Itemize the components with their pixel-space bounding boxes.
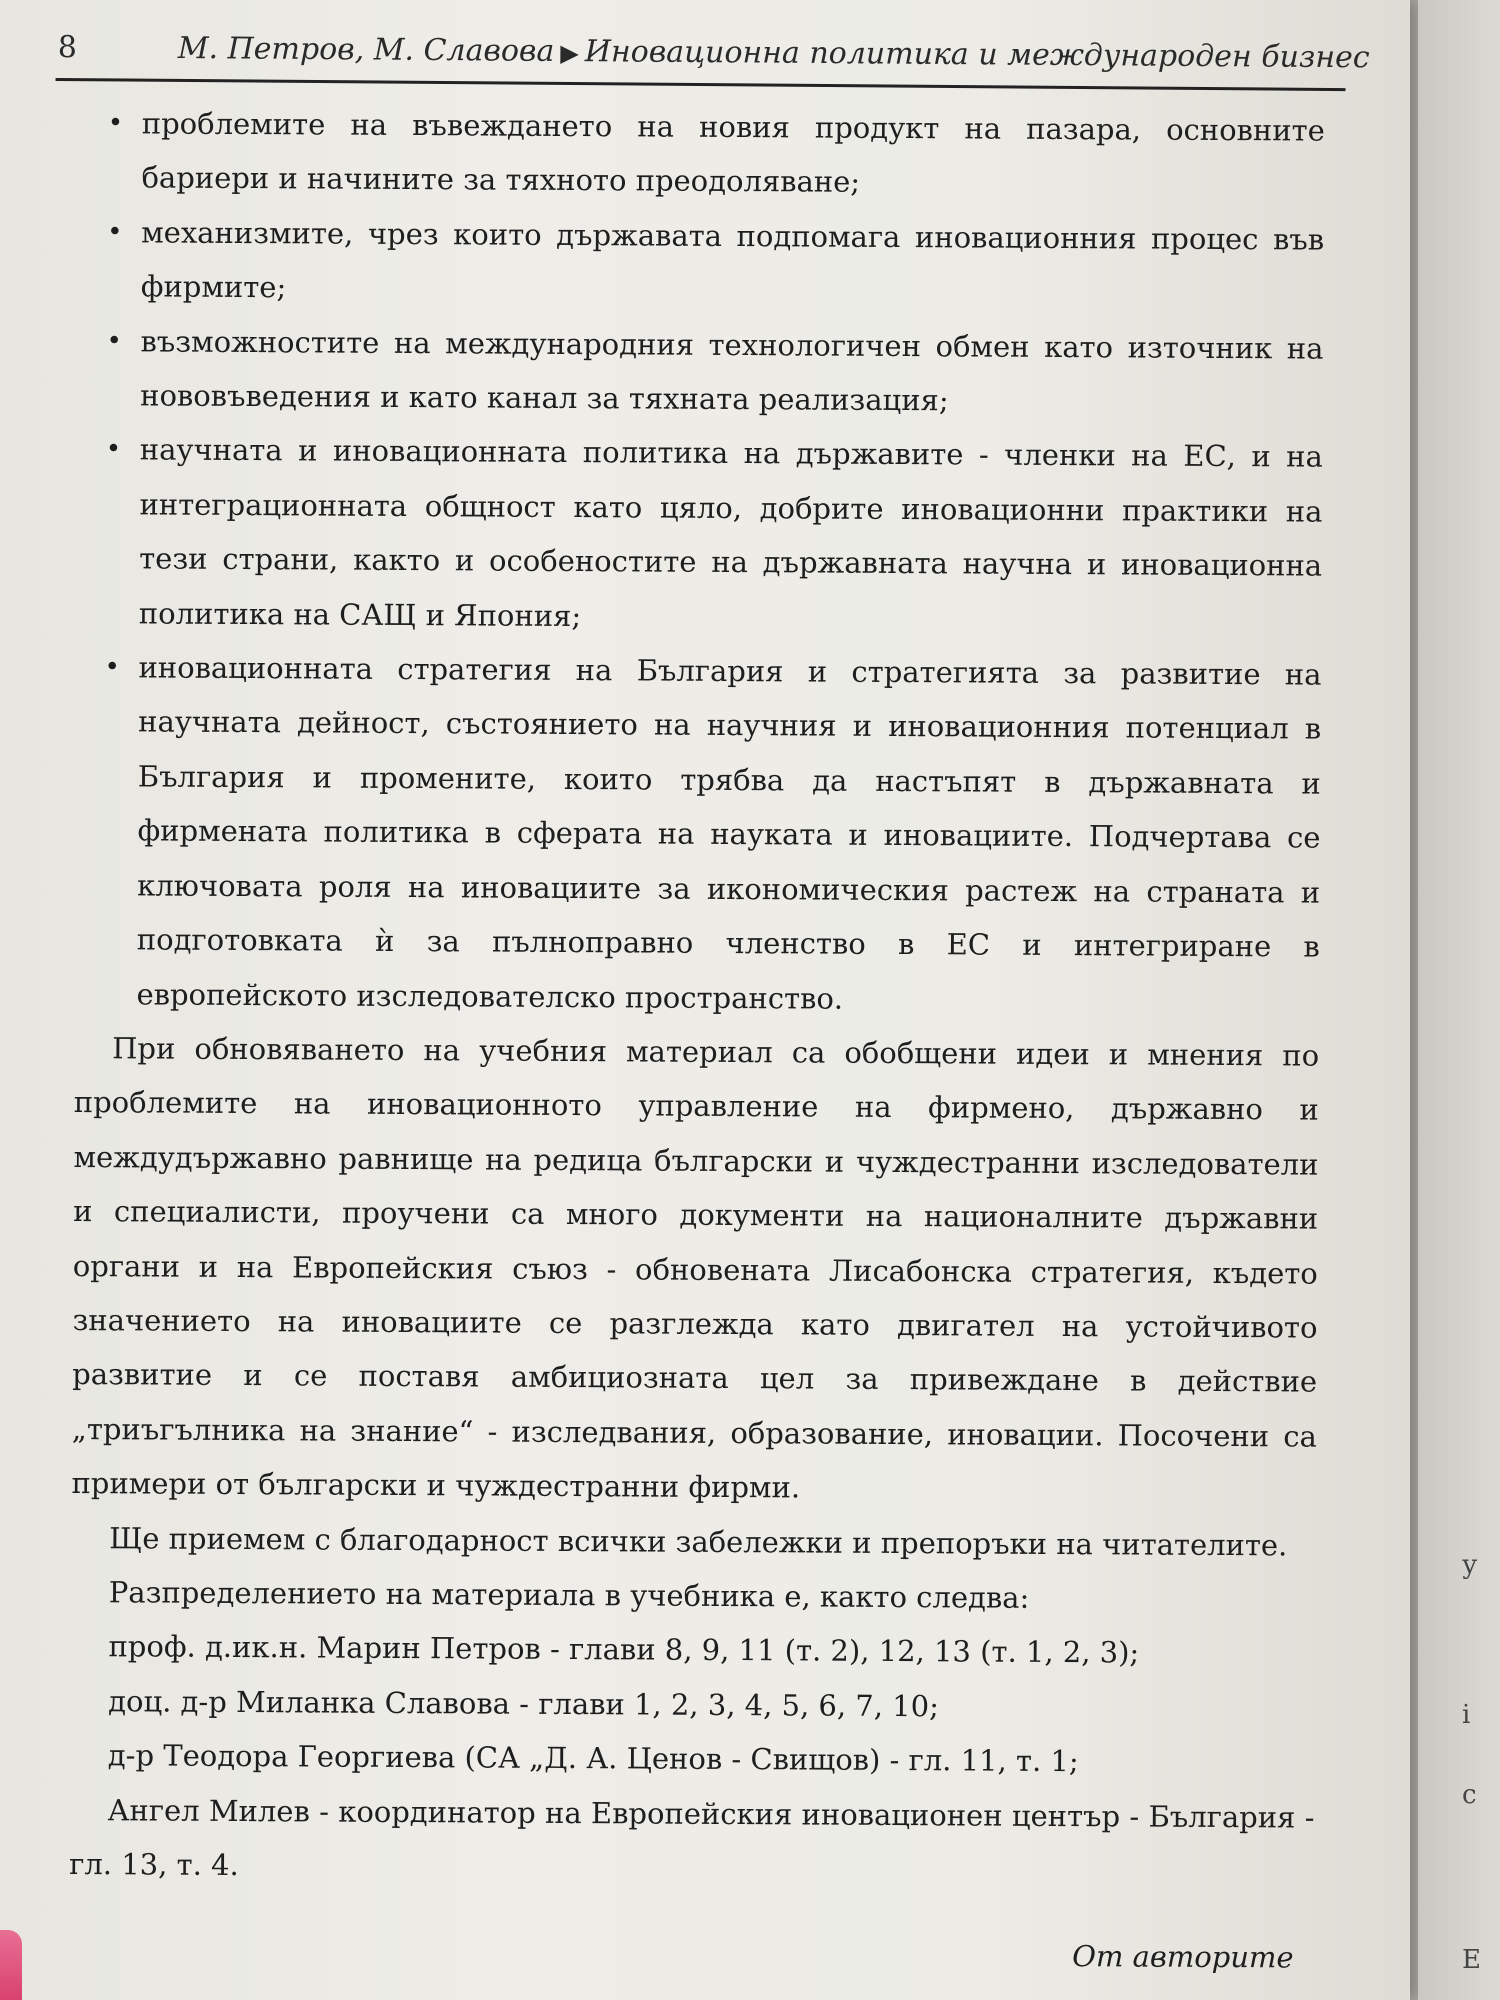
- author-contribution: доц. д-р Миланка Славова - глави 1, 2, 3, 4, 5, 6, 7, 10;: [108, 1683, 940, 1724]
- page-number: 8: [57, 29, 78, 66]
- signature: От авторите: [1072, 1939, 1294, 1975]
- bullet-text: иновационната стратегия на България и стратегията за развитие на научната дейност, състоянието на научния и иновационния потенциал в България и промените, които трябва да настъпят в държавната и фирмената политика в сферата на науката и иновациите. Подчертава се ключовата роля на иновациите за икономическия растеж на страната и подготовката ѝ за пълноправно членство в ЕС и интегриране в европейското изследователско пространство.: [136, 650, 1322, 1016]
- bullet-icon: •: [105, 434, 122, 465]
- update-paragraph: При обновяването на учебния материал са обобщени идеи и мнения по проблемите на иновационното управление на фирмено, държавно и междудържавно равнище на редица български и чуждестранни изследователи и специалисти, проучени са много документи на националните държавни органи и на Европейския съюз - обновената Лисабонска стратегия, където значението на иновациите се разглежда като двигател на устойчивото развитие и се поставя амбициозната цел за привеждане в действие „триъгълника на знание“ - изследвания, образование, иновации. Посочени са примери от български и чуждестранни фирми.: [71, 1031, 1320, 1505]
- bullet-text: научната и иновационната политика на държавите - членки на ЕС, и на интеграционната общност като цяло, добрите иновационни практики на тези страни, както и особеностите на държавната научна и иновационна политика на САЩ и Япония;: [138, 432, 1323, 633]
- bullet-icon: •: [106, 325, 122, 356]
- triangle-arrow-icon: ▶: [560, 38, 579, 68]
- bullet-text: проблемите на въвеждането на новия продукт на пазара, основните бариери и начините за тяхното преодоляване;: [141, 106, 1325, 200]
- bullet-text: механизмите, чрез които държавата подпомага иновационния процес във фирмите;: [140, 215, 1325, 305]
- running-head: [178, 31, 1370, 75]
- edge-letter: с: [1462, 1780, 1477, 1810]
- bullet-icon: •: [104, 652, 120, 683]
- list-item: [79, 205, 1325, 321]
- page-header: [57, 22, 1370, 92]
- list-item: [78, 314, 1324, 430]
- author-contribution: д-р Теодора Георгиева (СА „Д. А. Ценов - Свищов) - гл. 11, т. 1;: [107, 1738, 1079, 1779]
- page-body: [69, 96, 1325, 1985]
- author-contribution: проф. д.ик.н. Марин Петров - глави 8, 9, 11 (т. 2), 12, 13 (т. 1, 2, 3);: [108, 1629, 1140, 1670]
- thanks-paragraph: Ще приемем с благодарност всички забележки и препоръки на читателите.: [109, 1520, 1288, 1562]
- bullet-text: възможностите на международния технологичен обмен като източник на нововъведения и като канал за тяхната реализация;: [140, 323, 1324, 418]
- bullet-list: [74, 96, 1325, 1028]
- next-page-edge: [1418, 0, 1500, 2000]
- header-book-title: Иновационна политика и международен бизнес: [584, 34, 1370, 76]
- edge-letter: і: [1462, 1700, 1471, 1730]
- list-item: [79, 96, 1325, 212]
- pink-bookmark: [0, 1930, 22, 2000]
- edge-letter: у: [1462, 1550, 1478, 1580]
- distribution-intro: Разпределението на материала в учебника е, както следва:: [108, 1575, 1030, 1615]
- bullet-icon: •: [107, 108, 124, 139]
- author-contribution: Ангел Милев - координатор на Европейския иновационен център - България - гл. 13, т. 4.: [69, 1792, 1315, 1883]
- bullet-icon: •: [107, 216, 123, 248]
- header-rule: [56, 78, 1346, 91]
- list-item: [74, 640, 1321, 1028]
- edge-letter: Е: [1462, 1945, 1481, 1975]
- list-item: [77, 422, 1323, 647]
- header-authors: М. Петров, М. Славова: [177, 30, 555, 69]
